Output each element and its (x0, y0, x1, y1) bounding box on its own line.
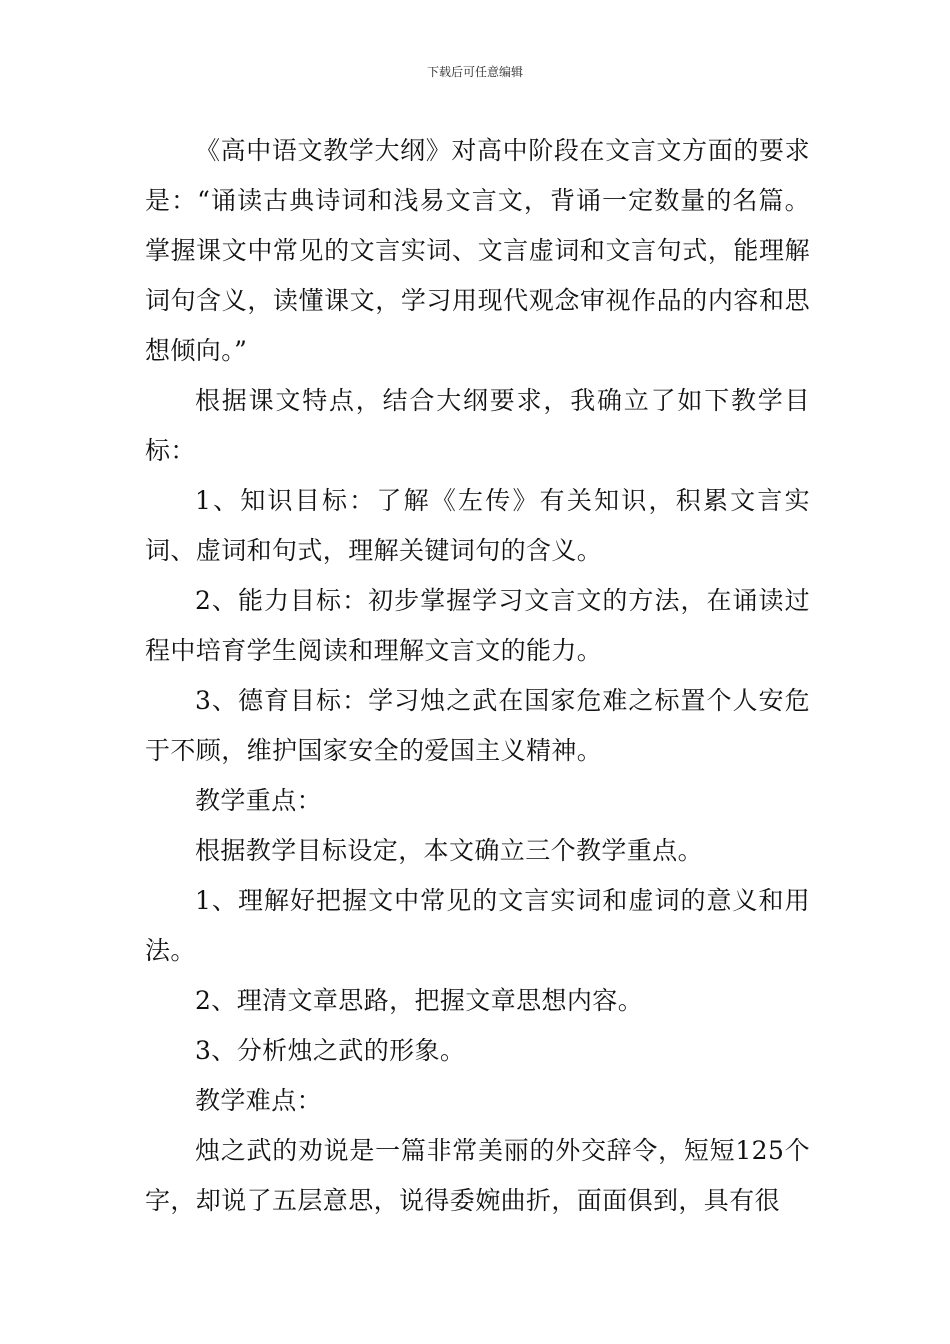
paragraph-moral-goal: 3、德育目标：学习烛之武在国家危难之标置个人安危于不顾，维护国家安全的爱国主义精神。 (145, 686, 810, 765)
paragraph-key-point-2: 2、理清文章思路，把握文章思想内容。 (195, 986, 644, 1015)
paragraph-difficulty-description: 烛之武的劝说是一篇非常美丽的外交辞令，短短125个字，却说了五层意思，说得委婉曲折，面面俱到，具有很 (145, 1136, 810, 1215)
paragraph-ability-goal: 2、能力目标：初步掌握学习文言文的方法，在诵读过程中培育学生阅读和理解文言文的能力。 (145, 586, 810, 665)
document-body (145, 126, 810, 1226)
paragraph-teaching-goals-intro: 根据课文特点，结合大纲要求，我确立了如下教学目标： (145, 386, 810, 465)
paragraph-key-point-1: 1、理解好把握文中常见的文言实词和虚词的意义和用法。 (145, 886, 810, 965)
paragraph-key-points-intro: 根据教学目标设定，本文确立三个教学重点。 (195, 836, 704, 865)
heading-key-points: 教学重点： (195, 786, 323, 815)
paragraph-key-point-3: 3、分析烛之武的形象。 (195, 1036, 466, 1065)
page-header: 下载后可任意编辑 (426, 65, 523, 79)
paragraph-syllabus-requirement: 《高中语文教学大纲》对高中阶段在文言文方面的要求是：“诵读古典诗词和浅易文言文，背诵一定数量的名篇。掌握课文中常见的文言实词、文言虚词和文言句式，能理解词句含义，读懂课文，学习用现代观念审视作品的内容和思想倾向。” (145, 136, 810, 365)
heading-difficulties: 教学难点： (195, 1086, 323, 1115)
paragraph-knowledge-goal: 1、知识目标：了解《左传》有关知识，积累文言实词、虚词和句式，理解关键词句的含义。 (145, 486, 810, 565)
